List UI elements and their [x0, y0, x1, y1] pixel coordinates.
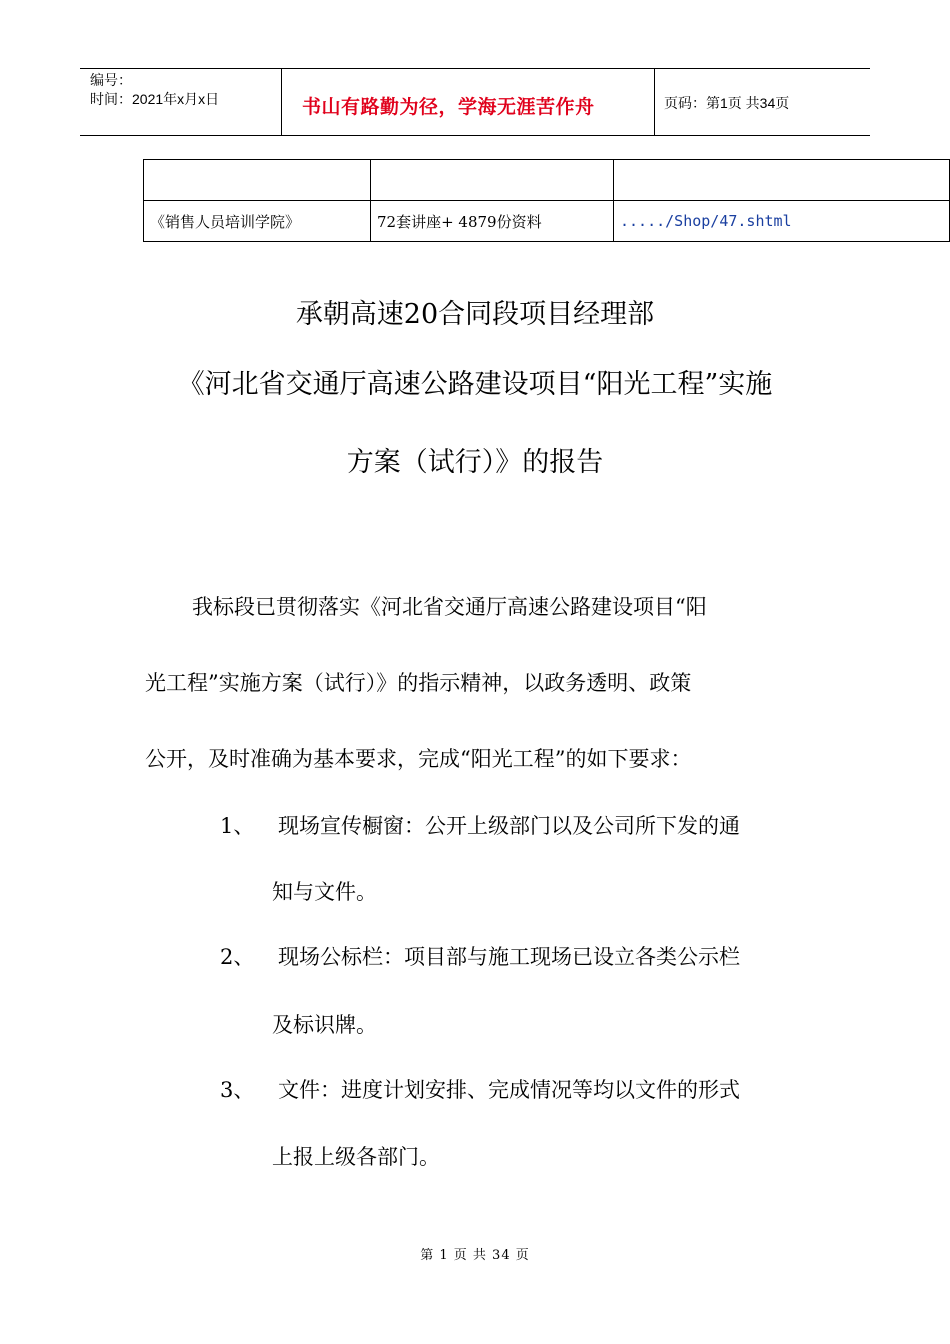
document-number-label: 编号： [90, 72, 132, 88]
header-bottom-rule [80, 135, 870, 136]
header-page-info: 页码：第1页 共34页 [664, 95, 790, 111]
header-divider-right [654, 68, 655, 136]
list-item-text: 文件：进度计划安排、完成情况等均以文件的形式 [278, 1078, 740, 1102]
intro-paragraph-line-1: 我标段已贯彻落实《河北省交通厅高速公路建设项目“阳 [192, 595, 707, 619]
table-cell-shop-link[interactable]: ...../Shop/47.shtml [614, 201, 950, 242]
table-cell [614, 160, 950, 201]
header-divider-left [281, 68, 282, 136]
header-motto: 书山有路勤为径，学海无涯苦作舟 [302, 96, 595, 118]
list-item-number: 3、 [220, 1078, 255, 1102]
page-footer: 第 1 页 共 34 页 [420, 1248, 530, 1263]
intro-paragraph-line-3: 公开，及时准确为基本要求，完成“阳光工程”的如下要求： [145, 747, 692, 771]
report-title-line-2: 《河北省交通厅高速公路建设项目“阳光工程”实施 [177, 369, 773, 400]
list-item-text: 现场宣传橱窗：公开上级部门以及公司所下发的通 [278, 814, 740, 838]
list-item-text-continued: 上报上级各部门。 [272, 1145, 440, 1169]
list-item-text: 现场公标栏：项目部与施工现场已设立各类公示栏 [278, 945, 740, 969]
document-date: 时间：2021年x月x日 [90, 91, 220, 107]
table-cell [371, 160, 614, 201]
table-row [144, 160, 950, 201]
list-item-number: 1、 [220, 814, 255, 838]
header-top-rule [80, 68, 870, 69]
table-cell-course-contents: 72套讲座+ 4879份资料 [371, 201, 614, 242]
report-title-line-3: 方案（试行）》的报告 [346, 447, 604, 478]
table-cell-course-name: 《销售人员培训学院》 [144, 201, 371, 242]
intro-paragraph-line-2: 光工程”实施方案（试行）》的指示精神，以政务透明、政策 [145, 671, 692, 695]
report-title-line-1: 承朝高速20合同段项目经理部 [295, 299, 655, 330]
table-cell [144, 160, 371, 201]
list-item-text-continued: 知与文件。 [272, 880, 377, 904]
table-row [144, 201, 950, 242]
list-item-text-continued: 及标识牌。 [272, 1013, 377, 1037]
list-item-number: 2、 [220, 945, 255, 969]
resource-table [143, 159, 950, 242]
